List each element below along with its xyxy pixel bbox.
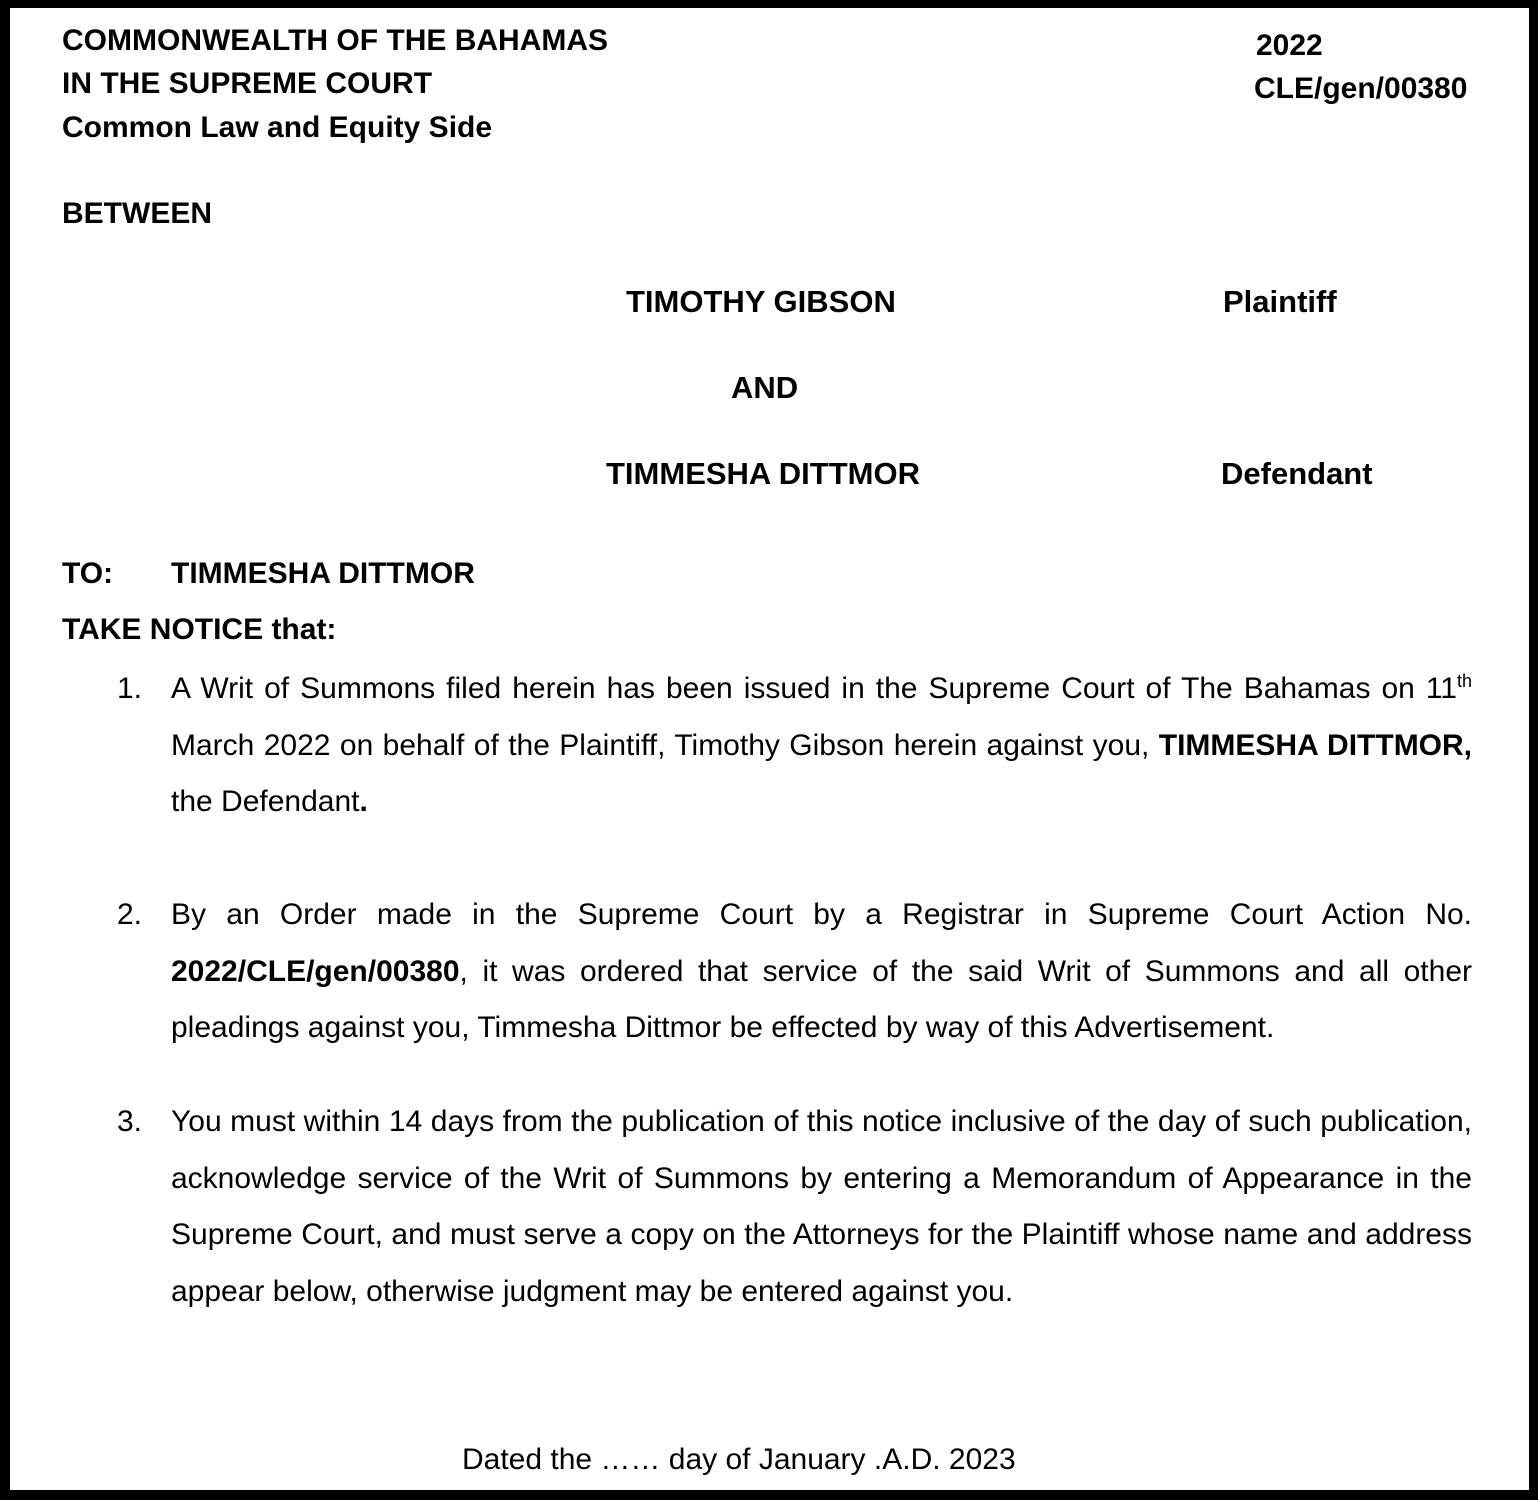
defendant-role: Defendant (1221, 456, 1373, 491)
between-label: BETWEEN (62, 197, 212, 230)
take-notice-heading: TAKE NOTICE that: (62, 613, 337, 646)
paragraph-text: By an Order made in the Supreme Court by a Registrar in Supreme Court Action No. (171, 898, 1472, 931)
plaintiff-role: Plaintiff (1223, 284, 1337, 319)
case-number: CLE/gen/00380 (1254, 72, 1468, 105)
ordinal-suffix: th (1456, 671, 1472, 691)
court-division: Common Law and Equity Side (62, 111, 493, 144)
and-label: AND (731, 370, 799, 405)
paragraph-text: , it was ordered that service of the said Writ of Summons and all other pleadings against you, Timmesha Dittmor be effected by way of this Advertisement. (171, 954, 1472, 1044)
court-jurisdiction: COMMONWEALTH OF THE BAHAMAS (62, 24, 609, 57)
paragraph-1 (171, 661, 1472, 831)
paragraph-text: March 2022 on behalf of the Plaintiff, Timothy Gibson herein against you, (171, 728, 1159, 762)
to-label: TO: (62, 557, 114, 590)
paragraph-number: 3. (117, 1105, 143, 1138)
to-name: TIMMESHA DITTMOR (171, 557, 475, 590)
paragraph-text: A Writ of Summons filed herein has been issued in the Supreme Court of The Bahamas on 11 (171, 672, 1457, 705)
dated-line: Dated the …… day of January .A.D. 2023 (462, 1443, 1016, 1476)
court-name: IN THE SUPREME COURT (62, 67, 433, 100)
paragraph-period: . (359, 785, 368, 818)
paragraph-number: 1. (117, 672, 143, 705)
defendant-name-inline: TIMMESHA DITTMOR, (1158, 728, 1473, 762)
action-number-inline: 2022/CLE/gen/00380 (171, 954, 460, 988)
paragraph-text: the Defendant (171, 785, 360, 818)
paragraph-3: You must within 14 days from the publication of this notice inclusive of the day of such publication, acknowledge service of the Writ of Summons by entering a Memorandum of Appearance in the Supreme Court, and must serve a copy on the Attorneys for the Plaintiff whose name and address appear below, otherwise judgment may be entered against you. (171, 1105, 1472, 1308)
defendant-name: TIMMESHA DITTMOR (606, 456, 920, 491)
paragraph-2 (171, 887, 1472, 1057)
paragraph-number: 2. (117, 898, 143, 931)
plaintiff-name: TIMOTHY GIBSON (626, 284, 896, 319)
case-year: 2022 (1256, 29, 1323, 62)
